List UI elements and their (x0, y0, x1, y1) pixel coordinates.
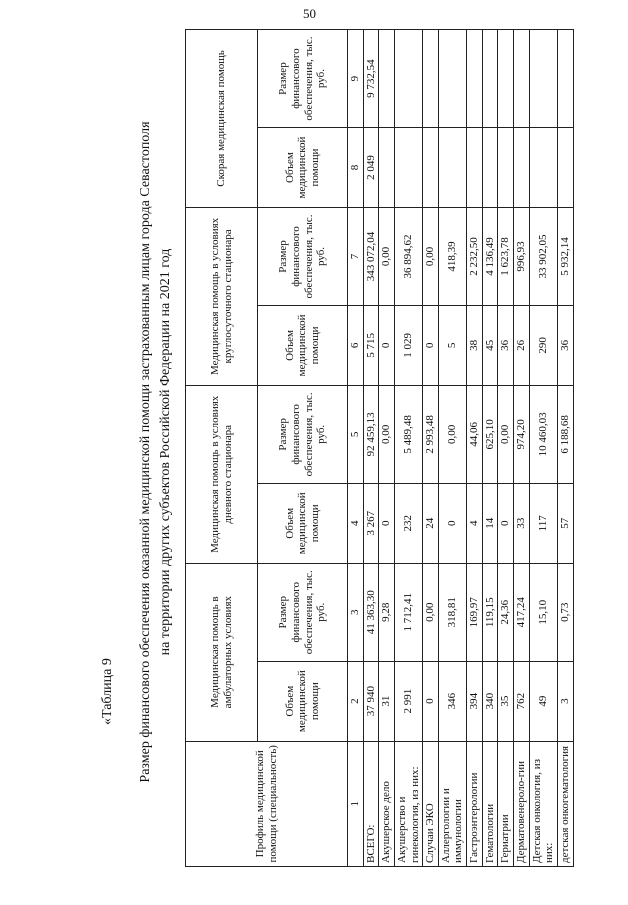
table-row (514, 30, 530, 867)
header-group-day-hospital: Медицинская помощь в условиях дневного стационара (186, 385, 258, 563)
table-cell: 5 (438, 306, 466, 386)
table-row (557, 30, 573, 867)
header-amount: Размер финансового обеспечения, тыс. руб. (258, 385, 348, 483)
table-cell: 117 (529, 483, 557, 563)
column-number: 6 (348, 306, 364, 386)
table-cell (467, 30, 483, 128)
table-cell: 232 (394, 483, 422, 563)
table-cell: 10 460,03 (529, 385, 557, 483)
header-amount: Размер финансового обеспечения, тыс. руб. (258, 563, 348, 661)
table-cell: 14 (482, 483, 498, 563)
table-cell: 37 940 (363, 661, 379, 741)
table-cell (514, 30, 530, 128)
row-label: Случаи ЭКО (423, 741, 439, 866)
header-amount: Размер финансового обеспечения, тыс. руб. (258, 207, 348, 305)
table-cell: 996,93 (514, 207, 530, 305)
table-cell: 5 715 (363, 306, 379, 386)
rotated-content (0, 7, 620, 897)
header-profile: Профиль медицинской помощи (специальность) (186, 741, 348, 866)
table-cell: 44,06 (467, 385, 483, 483)
table-cell: 0,73 (557, 563, 573, 661)
title-line-1: Размер финансового обеспечения оказанной медицинской помощи застрахованным лицам города Севастополя (138, 121, 153, 783)
row-label: Дерматовенероло-гии (514, 741, 530, 866)
header-volume: Объем медицинской помощи (258, 661, 348, 741)
table-cell (514, 128, 530, 208)
table-body (363, 30, 573, 867)
table-row (467, 30, 483, 867)
table-cell: 24,36 (498, 563, 514, 661)
table-cell: 49 (529, 661, 557, 741)
table-cell (557, 128, 573, 208)
table-cell: 290 (529, 306, 557, 386)
header-volume: Объем медицинской помощи (258, 128, 348, 208)
table-cell: 2 049 (363, 128, 379, 208)
table-cell (529, 128, 557, 208)
table-cell: 2 993,48 (423, 385, 439, 483)
title-line-2: на территории других субъектов Российской Федерации на 2021 год (158, 248, 173, 656)
header-group-ambulatory: Медицинская помощь в амбулаторных условиях (186, 563, 258, 741)
table-cell: 6 188,68 (557, 385, 573, 483)
table-cell: 4 (467, 483, 483, 563)
row-label: ВСЕГО: (363, 741, 379, 866)
column-number: 4 (348, 483, 364, 563)
table-row (394, 30, 422, 867)
column-number: 9 (348, 30, 364, 128)
table-cell: 169,97 (467, 563, 483, 661)
table-cell: 417,24 (514, 563, 530, 661)
table-cell: 4 136,49 (482, 207, 498, 305)
table-cell: 0,00 (423, 207, 439, 305)
table-cell: 57 (557, 483, 573, 563)
table-cell: 0 (423, 306, 439, 386)
table-row (482, 30, 498, 867)
row-label: Гериатрии (498, 741, 514, 866)
table-cell: 418,39 (438, 207, 466, 305)
table-row (363, 30, 379, 867)
table-cell: 1 029 (394, 306, 422, 386)
row-label: Гематологии (482, 741, 498, 866)
table-cell: 24 (423, 483, 439, 563)
row-label: детская онкогематология (557, 741, 573, 866)
table-cell: 0 (423, 661, 439, 741)
header-group-emergency: Скорая медицинская помощь (186, 30, 258, 208)
table-cell: 394 (467, 661, 483, 741)
table-cell: 36 (498, 306, 514, 386)
table-cell: 3 (557, 661, 573, 741)
table-cell: 26 (514, 306, 530, 386)
table-cell (394, 128, 422, 208)
header-volume: Объем медицинской помощи (258, 306, 348, 386)
table-cell (467, 128, 483, 208)
table-cell: 1 623,78 (498, 207, 514, 305)
table-cell: 340 (482, 661, 498, 741)
table-cell: 0 (379, 306, 395, 386)
table-cell: 92 459,13 (363, 385, 379, 483)
table-cell: 0,00 (498, 385, 514, 483)
table-cell: 0,00 (438, 385, 466, 483)
table-cell (498, 30, 514, 128)
column-number: 5 (348, 385, 364, 483)
table-cell: 2 991 (394, 661, 422, 741)
table-cell: 35 (498, 661, 514, 741)
table-row (423, 30, 439, 867)
table-cell: 625,10 (482, 385, 498, 483)
row-label: Детская онкология, из них: (529, 741, 557, 866)
table-cell (438, 30, 466, 128)
table-row (529, 30, 557, 867)
header-group-inpatient: Медицинская помощь в условиях круглосуточного стационара (186, 207, 258, 385)
column-number-row (348, 30, 364, 867)
table-cell (557, 30, 573, 128)
table-cell (482, 30, 498, 128)
table-cell: 0 (498, 483, 514, 563)
table-cell: 0,00 (379, 385, 395, 483)
table-cell (423, 30, 439, 128)
table-row (438, 30, 466, 867)
table-cell: 5 489,48 (394, 385, 422, 483)
column-number: 7 (348, 207, 364, 305)
table-cell (482, 128, 498, 208)
table-cell: 346 (438, 661, 466, 741)
data-table (185, 29, 574, 867)
table-cell: 343 072,04 (363, 207, 379, 305)
row-label: Акушерство и гинекология, из них: (394, 741, 422, 866)
table-cell: 5 932,14 (557, 207, 573, 305)
table-cell: 2 232,50 (467, 207, 483, 305)
table-cell: 0 (438, 483, 466, 563)
column-number: 8 (348, 128, 364, 208)
table-cell: 15,10 (529, 563, 557, 661)
table-cell (394, 30, 422, 128)
table-cell: 0,00 (379, 207, 395, 305)
table-cell: 41 363,30 (363, 563, 379, 661)
table-cell: 9 732,54 (363, 30, 379, 128)
table-cell: 762 (514, 661, 530, 741)
table-row (498, 30, 514, 867)
table-cell: 0,00 (423, 563, 439, 661)
table-cell: 33 902,05 (529, 207, 557, 305)
column-number: 1 (348, 741, 364, 866)
table-cell: 9,28 (379, 563, 395, 661)
table-cell (529, 30, 557, 128)
table-cell: 1 712,41 (394, 563, 422, 661)
table-cell: 36 (557, 306, 573, 386)
table-row (379, 30, 395, 867)
table-cell (498, 128, 514, 208)
page-number: 50 (303, 6, 316, 21)
table-cell (379, 128, 395, 208)
row-label: Аллергологии и иммунологии (438, 741, 466, 866)
table-cell: 3 267 (363, 483, 379, 563)
table-label: «Таблица 9 (100, 658, 115, 725)
column-number: 2 (348, 661, 364, 741)
header-volume: Объем медицинской помощи (258, 483, 348, 563)
column-number: 3 (348, 563, 364, 661)
table-cell: 0 (379, 483, 395, 563)
table-cell: 974,20 (514, 385, 530, 483)
table-cell: 45 (482, 306, 498, 386)
row-label: Акушерское дело (379, 741, 395, 866)
header-amount: Размер финансового обеспечения, тыс. руб. (258, 30, 348, 128)
table-cell: 33 (514, 483, 530, 563)
table-cell: 31 (379, 661, 395, 741)
table-cell: 38 (467, 306, 483, 386)
table-cell: 36 894,62 (394, 207, 422, 305)
table-cell: 119,15 (482, 563, 498, 661)
table-cell (379, 30, 395, 128)
table-cell: 318,81 (438, 563, 466, 661)
row-label: Гастроэнтерологии (467, 741, 483, 866)
table-cell (423, 128, 439, 208)
table-cell (438, 128, 466, 208)
